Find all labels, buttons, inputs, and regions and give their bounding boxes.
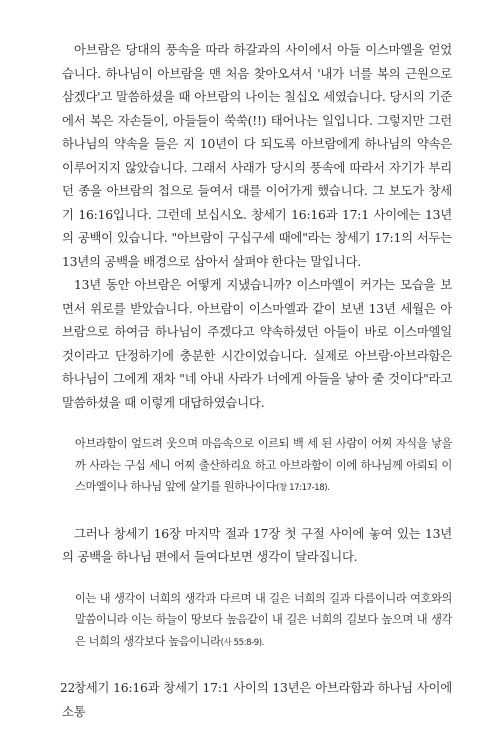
quote-citation: (창 17:17-18).	[276, 483, 330, 493]
body-paragraph: 창세기 16:16과 창세기 17:1 사이의 13년은 아브라함과 하나님 사이에 소통	[62, 680, 452, 719]
body-paragraph: 13년 동안 아브람은 어떻게 지냈습니까? 이스마엘이 커가는 모습을 보면서 위로를 받았습니다. 아브람이 이스마엘과 같이 보낸 13년 세월은 아브람으로 하여금 하나님이 주겠다고 약속하셨던 아들이 바로 이스마엘일 것이라고 단정하기에 충분한 시간이었습니다. 실제로 아브람·아브라함은 하나님이 그에게 재차 "네 아내 사라가 너에게 아들을 낳아 줄 것이다"라고 말씀하셨을 때 이렇게 대답하였습니다.	[62, 277, 452, 410]
quote-text: 이는 내 생각이 너희의 생각과 다르며 내 길은 너희의 길과 다름이니라 여호와의 말씀이니라 이는 하늘이 땅보다 높음같이 내 길은 너희의 길보다 높으며 내 생각은 너희의 생각보다 높음이니라	[75, 591, 452, 648]
body-paragraph: 아브람은 당대의 풍속을 따라 하갈과의 사이에서 아들 이스마엘을 얻었습니다. 하나님이 아브람을 맨 처음 찾아오셔서 '내가 너를 복의 근원으로 삼겠다'고 말씀하셨을 때 아브람의 나이는 칠십오 세였습니다. 당시의 기준에서 복은 자손들이, 아들들이 쑥쑥(!!) 태어나는 일입니다. 그렇지만 그런 하나님의 약속을 들은 지 10년이 다 되도록 아브람에게 하나님의 약속은 이루어지지 않았습니다. 그래서 사래가 당시의 풍속에 따라서 자기가 부리던 종을 아브람의 첩으로 들여서 대를 이어가게 했습니다. 그 보도가 창세기 16:16입니다. 그런데 보십시오. 창세기 16:16과 17:1 사이에는 13년의 공백이 있습니다. "아브람이 구십구세 때에"라는 창세기 17:1의 서두는 13년의 공백을 배경으로 삼아서 살펴야 한다는 말입니다.	[62, 42, 452, 269]
scripture-quote	[62, 588, 452, 655]
quote-text: 아브라함이 엎드려 웃으며 마음속으로 이르되 백 세 된 사람이 어찌 자식을 낳을까 사라는 구십 세니 어찌 출산하리요 하고 아브라함이 이에 하나님께 아뢰되 이스마엘이나 하나님 앞에 살기를 원하나이다	[75, 437, 452, 493]
scripture-quote	[62, 433, 452, 500]
page-body	[62, 38, 452, 723]
quote-citation: (사 55:8-9).	[220, 637, 264, 648]
page-number: 22	[60, 681, 76, 695]
body-paragraph: 그러나 창세기 16장 마지막 절과 17장 첫 구절 사이에 놓여 있는 13년의 공백을 하나님 편에서 들여다보면 생각이 달라집니다.	[62, 525, 452, 564]
